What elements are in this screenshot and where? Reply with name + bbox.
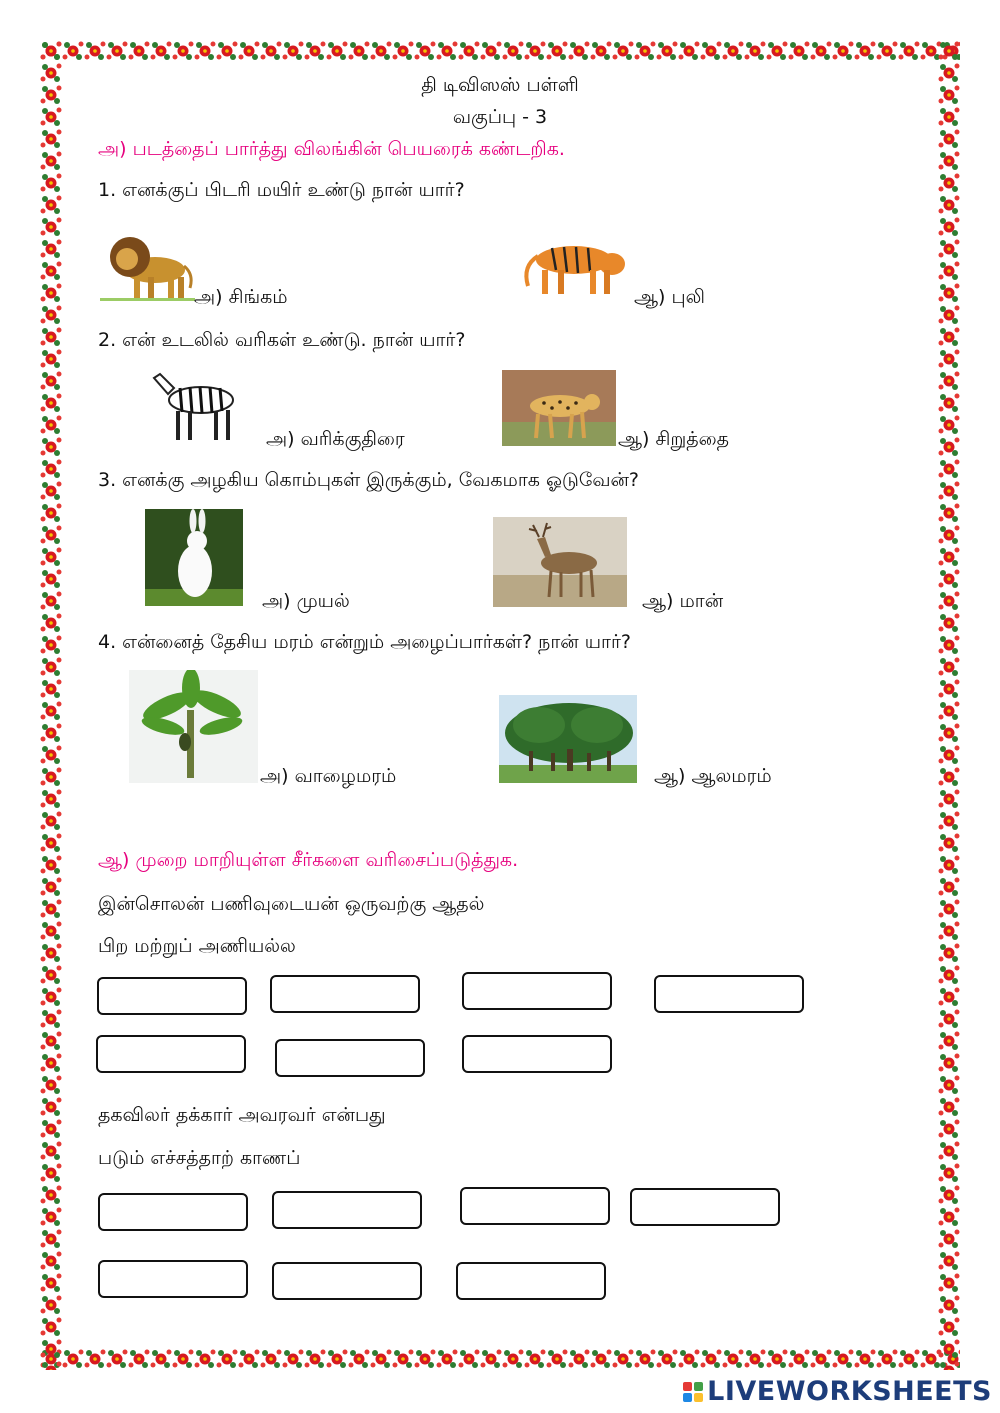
question-1: 1. எனக்குப் பிடரி மயிர் உண்டு நான் யார்? bbox=[98, 179, 465, 201]
option-2b-label: ஆ) சிறுத்தை bbox=[618, 428, 729, 450]
cheetah-image bbox=[502, 370, 616, 446]
answer-box-1-2[interactable] bbox=[270, 975, 420, 1013]
answer-box-2-4[interactable] bbox=[630, 1188, 780, 1226]
question-3: 3. எனக்கு அழகிய கொம்புகள் இருக்கும், வேகமாக ஓடுவேன்? bbox=[98, 469, 640, 491]
grade-label: வகுப்பு - 3 bbox=[452, 106, 548, 128]
puzzle-2-line-2: படும் எச்சத்தாற் காணப் bbox=[98, 1147, 301, 1169]
puzzle-1-line-2: பிற மற்றுப் அணியல்ல bbox=[98, 935, 296, 957]
decorative-border-right bbox=[938, 40, 960, 1370]
banyan-tree-image bbox=[499, 695, 637, 783]
zebra-image bbox=[146, 366, 246, 446]
option-4a-label: அ) வாழைமரம் bbox=[260, 765, 397, 787]
liveworksheets-logo-icon bbox=[683, 1382, 703, 1402]
answer-box-1-7[interactable] bbox=[462, 1035, 612, 1073]
decorative-border-left bbox=[40, 40, 62, 1370]
deer-image bbox=[493, 517, 627, 607]
liveworksheets-watermark bbox=[683, 1376, 992, 1407]
answer-box-1-5[interactable] bbox=[96, 1035, 246, 1073]
option-2a-label: அ) வரிக்குதிரை bbox=[266, 428, 405, 450]
section-a-instruction: அ) படத்தைப் பார்த்து விலங்கின் பெயரைக் கண்டறிக. bbox=[98, 138, 565, 160]
answer-box-2-2[interactable] bbox=[272, 1191, 422, 1229]
school-title: தி டிவிஸஸ் பள்ளி bbox=[421, 74, 579, 96]
decorative-border-bottom bbox=[40, 1348, 960, 1370]
answer-box-1-6[interactable] bbox=[275, 1039, 425, 1077]
question-4: 4. என்னைத் தேசிய மரம் என்றும் அழைப்பார்கள்? நான் யார்? bbox=[98, 631, 631, 653]
answer-box-1-3[interactable] bbox=[462, 972, 612, 1010]
option-3b-label: ஆ) மான் bbox=[642, 590, 724, 612]
puzzle-2-line-1: தகவிலர் தக்கார் அவரவர் என்பது bbox=[98, 1104, 386, 1126]
question-2: 2. என் உடலில் வரிகள் உண்டு. நான் யார்? bbox=[98, 329, 466, 351]
option-1b-label: ஆ) புலி bbox=[634, 286, 705, 308]
answer-box-2-3[interactable] bbox=[460, 1187, 610, 1225]
banana-tree-image bbox=[129, 670, 258, 783]
tiger-image bbox=[512, 226, 630, 304]
watermark-text: LIVEWORKSHEETS bbox=[707, 1376, 992, 1407]
decorative-border-top bbox=[40, 40, 960, 62]
answer-box-1-1[interactable] bbox=[97, 977, 247, 1015]
answer-box-2-7[interactable] bbox=[456, 1262, 606, 1300]
rabbit-image bbox=[145, 509, 243, 606]
option-1a-label: அ) சிங்கம் bbox=[194, 286, 288, 308]
option-3a-label: அ) முயல் bbox=[262, 590, 350, 612]
answer-box-2-6[interactable] bbox=[272, 1262, 422, 1300]
option-4b-label: ஆ) ஆலமரம் bbox=[654, 765, 772, 787]
puzzle-1-line-1: இன்சொலன் பணிவுடையன் ஒருவற்கு ஆதல் bbox=[98, 893, 485, 915]
answer-box-2-5[interactable] bbox=[98, 1260, 248, 1298]
answer-box-1-4[interactable] bbox=[654, 975, 804, 1013]
section-b-instruction: ஆ) முறை மாறியுள்ள சீர்களை வரிசைப்படுத்துக. bbox=[98, 849, 519, 871]
answer-box-2-1[interactable] bbox=[98, 1193, 248, 1231]
lion-image bbox=[100, 222, 195, 304]
